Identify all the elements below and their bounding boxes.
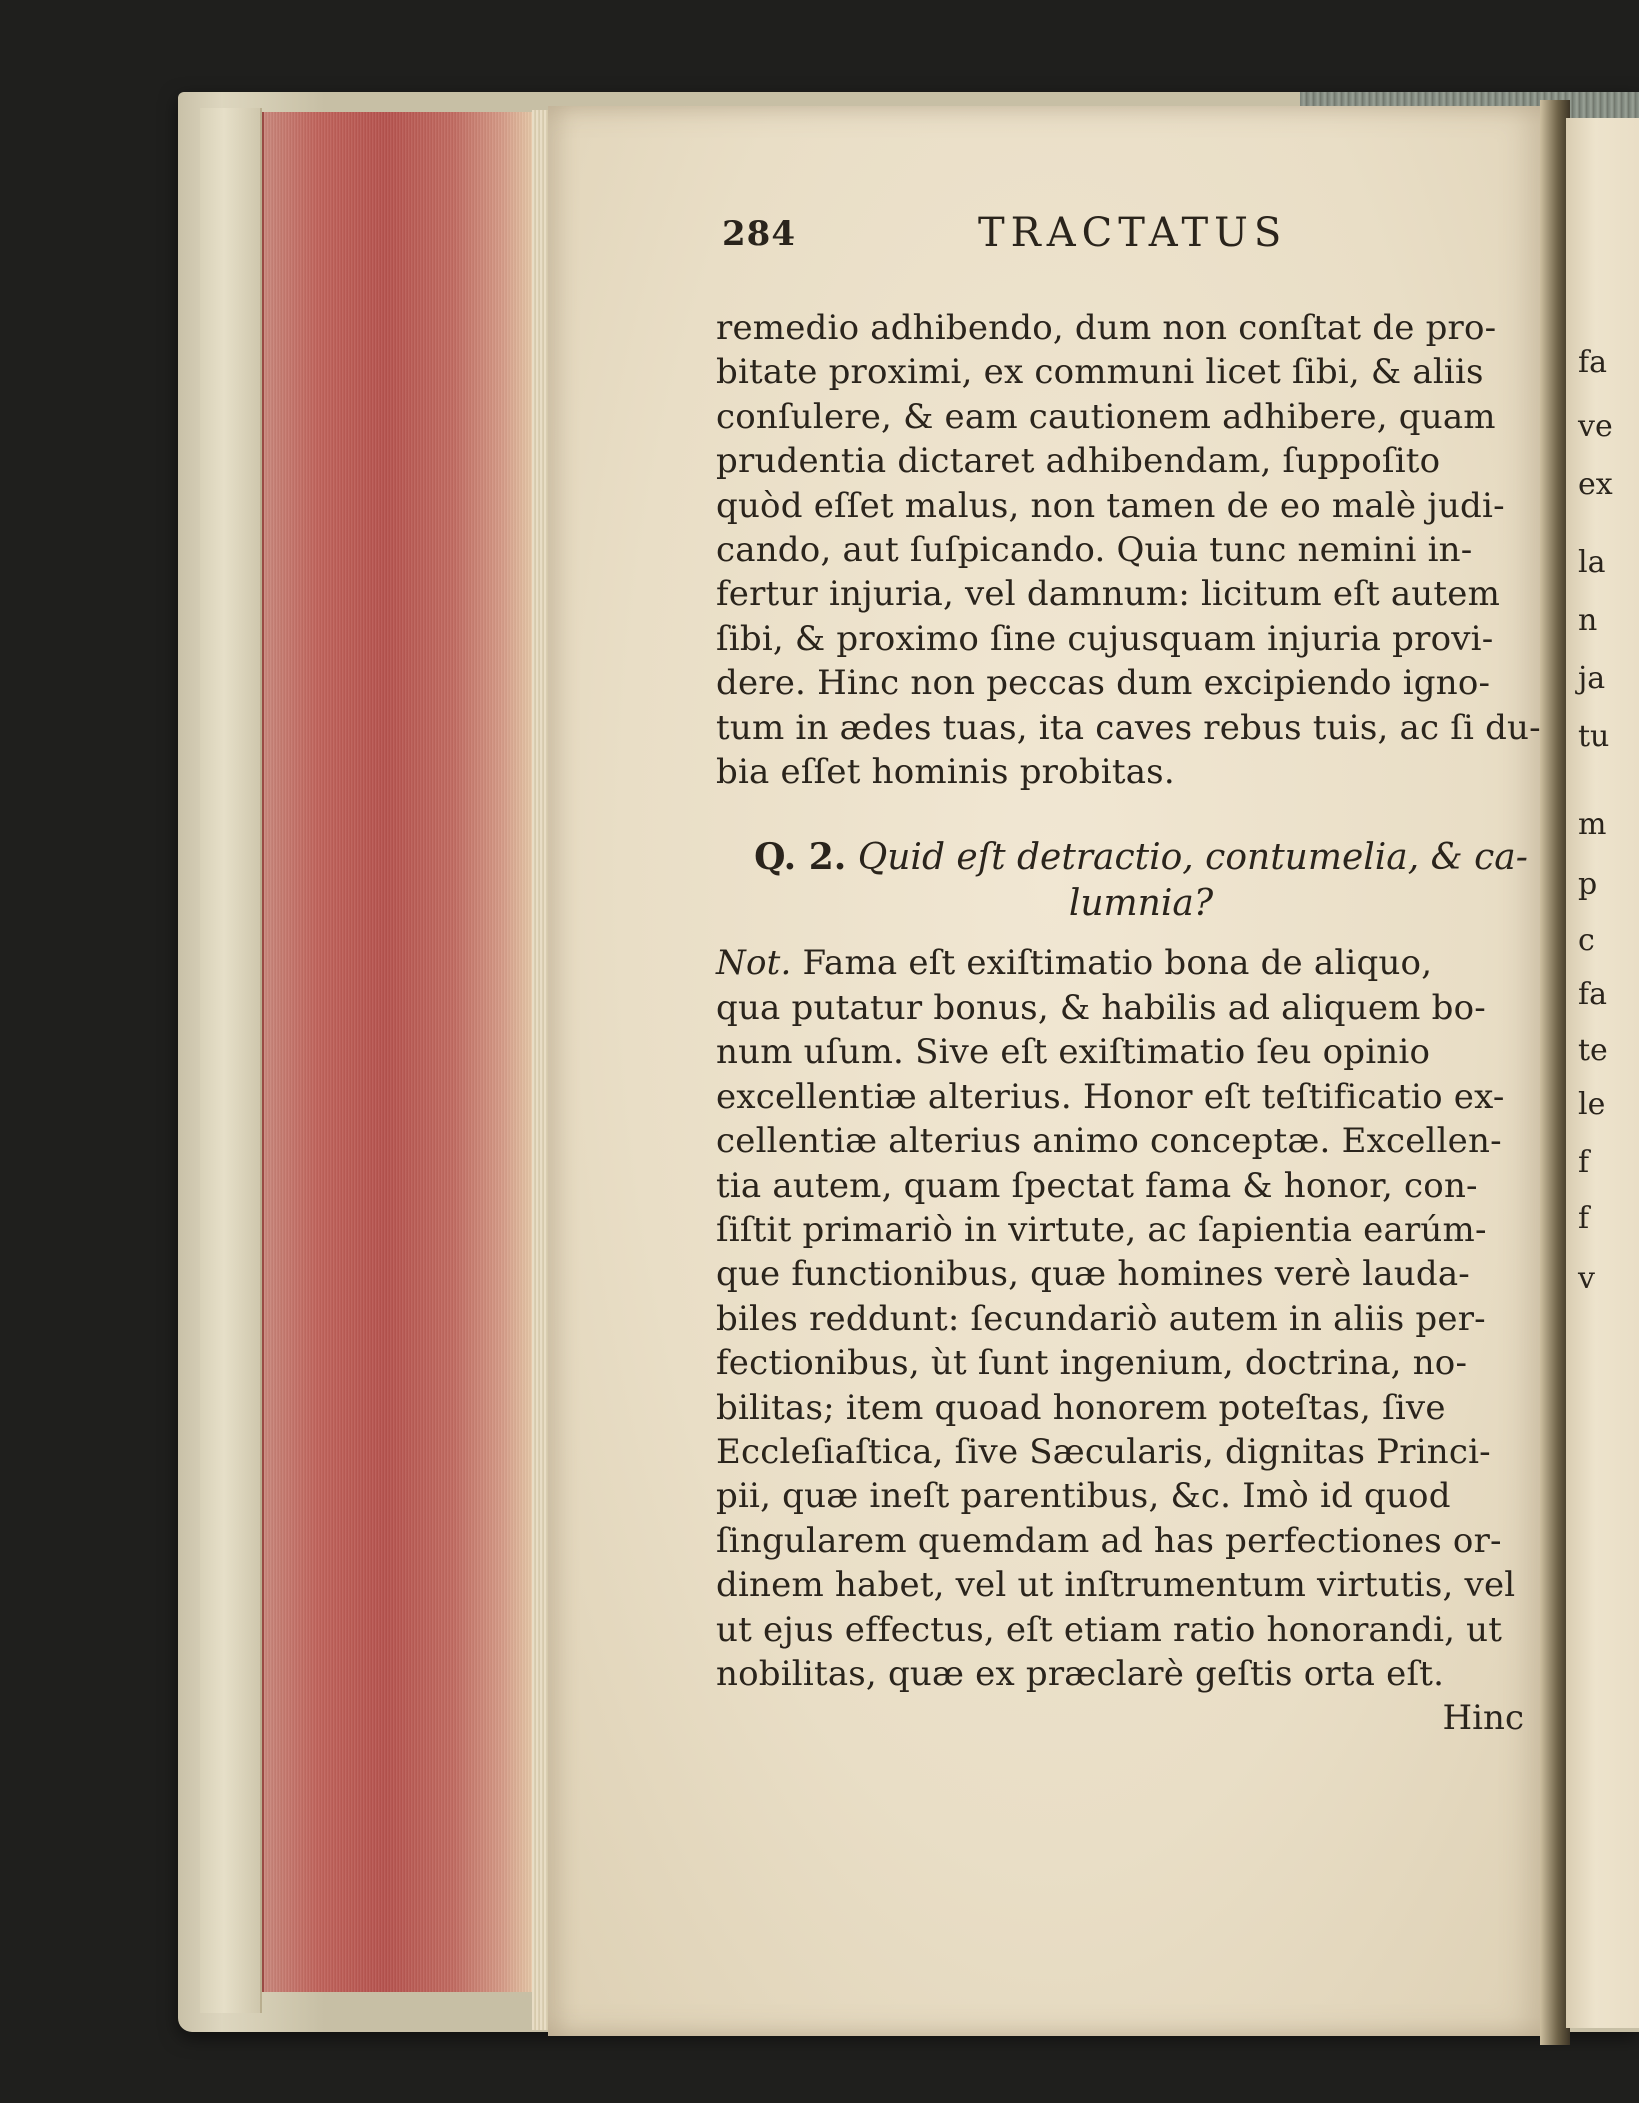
text-line: fectionibus, ùt ſunt ingenium, doctrina, no- xyxy=(716,1343,1468,1384)
text-line: dinem habet, vel ut inſtrumentum virtutis, vel xyxy=(716,1565,1516,1606)
running-title: TRACTATUS xyxy=(978,210,1288,256)
cover-edge xyxy=(200,108,262,2013)
red-page-edges xyxy=(262,112,534,1992)
text-line: fertur injuria, vel damnum: licitum eſt autem xyxy=(716,574,1501,615)
text-line: tia autem, quam ſpectat fama & honor, con- xyxy=(716,1165,1478,1206)
facing-page-fragment: tu xyxy=(1578,719,1610,754)
text-line: que functionibus, quæ homines verè lauda- xyxy=(716,1254,1470,1295)
running-head xyxy=(716,200,1546,270)
question-heading xyxy=(716,834,1546,927)
facing-page-fragment: p xyxy=(1578,867,1598,902)
facing-page-fragment: le xyxy=(1578,1087,1606,1122)
facing-page-fragment: n xyxy=(1578,603,1598,638)
text-line: ſiſtit primariò in virtute, ac ſapientia earúm- xyxy=(716,1209,1487,1250)
facing-page-fragment: fa xyxy=(1578,977,1607,1012)
text-line-rest: Fama eſt exiſtimatio bona de aliquo, xyxy=(791,943,1433,984)
text-line: Eccleſiaſtica, ſive Sæcularis, dignitas Princi- xyxy=(716,1431,1491,1472)
text-line: bilitas; item quoad honorem poteſtas, ſive xyxy=(716,1387,1446,1428)
facing-page-fragment: f xyxy=(1578,1145,1590,1180)
text-line: quòd eſſet malus, non tamen de eo malè judi- xyxy=(716,485,1505,526)
text-line: pii, quæ ineſt parentibus, &c. Imò id quod xyxy=(716,1476,1451,1517)
facing-page-fragment: ex xyxy=(1578,467,1613,502)
facing-page-edge xyxy=(1566,118,1639,2028)
facing-page-fragment: fa xyxy=(1578,345,1607,380)
text-line: dere. Hinc non peccas dum excipiendo igno- xyxy=(716,663,1491,704)
facing-page-fragment: te xyxy=(1578,1033,1608,1068)
facing-page-fragment: m xyxy=(1578,807,1607,842)
facing-page-fragment: c xyxy=(1578,923,1595,958)
text-line: excellentiæ alterius. Honor eſt teſtificatio ex- xyxy=(716,1076,1505,1117)
text-line: nobilitas, quæ ex præclarè geſtis orta eſt. xyxy=(716,1653,1445,1694)
page-number: 284 xyxy=(722,214,796,254)
text-line: remedio adhibendo, dum non conſtat de pro- xyxy=(716,308,1497,348)
paragraph-2 xyxy=(716,941,1546,1696)
page-text xyxy=(716,200,1546,1740)
facing-page-fragment: ja xyxy=(1578,661,1606,696)
text-line: ſingularem quemdam ad has perfectiones or- xyxy=(716,1520,1502,1561)
text-line: tum in ædes tuas, ita caves rebus tuis, ac ſi du- xyxy=(716,707,1541,748)
question-line-1: Quid eſt detractio, contumelia, & ca- xyxy=(857,837,1528,879)
text-line: prudentia dictaret adhibendam, ſuppoſito xyxy=(716,441,1441,482)
text-line: ut ejus effectus, eſt etiam ratio honorandi, ut xyxy=(716,1609,1503,1650)
nota-lead: Not. xyxy=(716,943,792,984)
text-line: ſibi, & proximo ſine cujusquam injuria provi- xyxy=(716,618,1494,659)
paragraph-1 xyxy=(716,306,1546,794)
text-line: cando, aut ſuſpicando. Quia tunc nemini in- xyxy=(716,530,1473,571)
facing-page-fragment: la xyxy=(1578,545,1606,580)
text-line: bitate proximi, ex communi licet ſibi, & aliis xyxy=(716,352,1484,393)
facing-page-fragment: f xyxy=(1578,1201,1590,1236)
text-line xyxy=(716,941,1546,985)
text-line: conſulere, & eam cautionem adhibere, quam xyxy=(716,396,1496,437)
text-line: num uſum. Sive eſt exiſtimatio ſeu opinio xyxy=(716,1032,1431,1073)
catchword: Hinc xyxy=(1442,1698,1524,1739)
question-line-2: lumnia? xyxy=(1068,883,1214,925)
text-line: bia eſſet hominis probitas. xyxy=(716,752,1175,793)
text-line: cellentiæ alterius animo conceptæ. Excellen- xyxy=(716,1121,1502,1162)
question-label: Q. 2. xyxy=(754,836,847,879)
text-line: biles reddunt: ſecundariò autem in aliis per- xyxy=(716,1298,1486,1339)
facing-page-fragment: ve xyxy=(1578,409,1613,444)
text-line: qua putatur bonus, & habilis ad aliquem bo- xyxy=(716,987,1486,1028)
facing-page-fragment: v xyxy=(1578,1261,1595,1296)
